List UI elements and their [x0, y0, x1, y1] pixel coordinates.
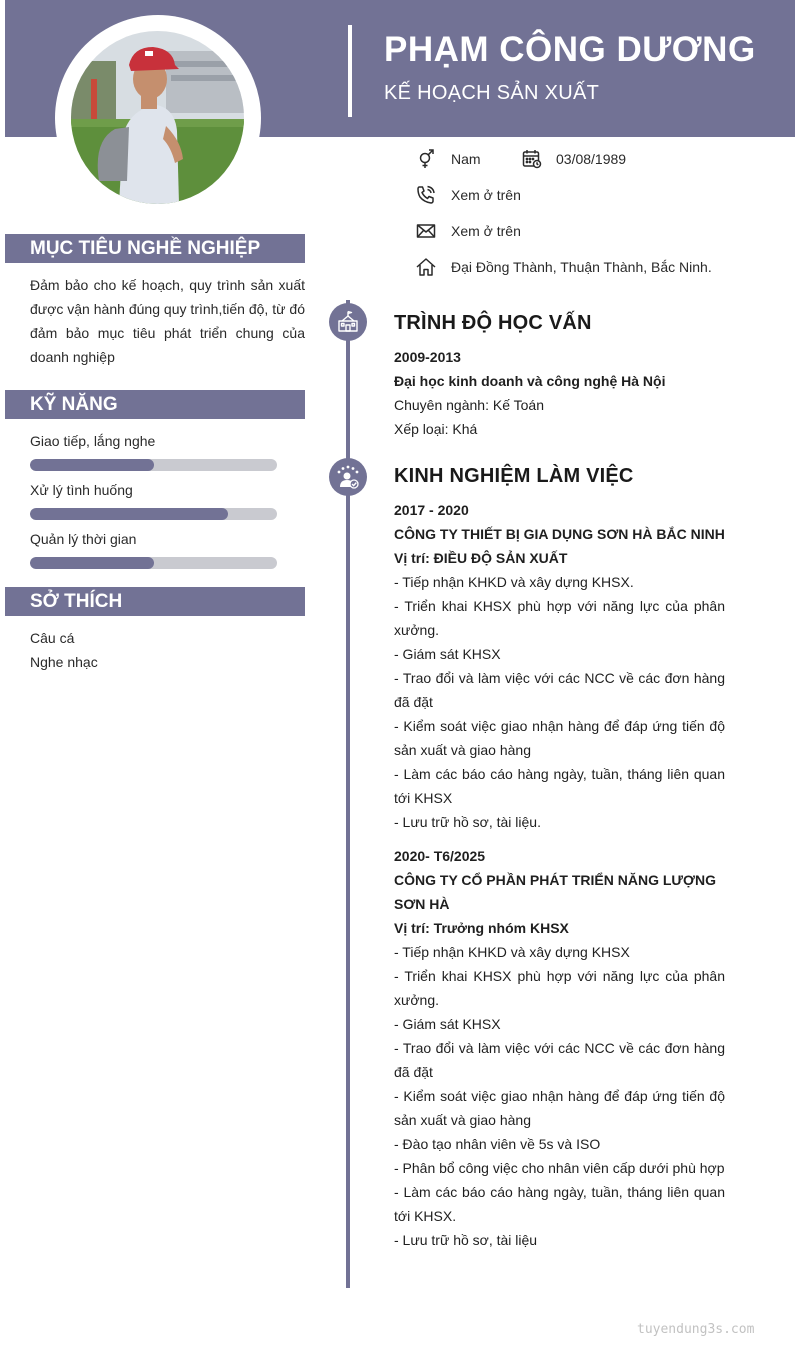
candidate-name: PHẠM CÔNG DƯƠNG — [384, 30, 756, 69]
job-period: 2017 - 2020 — [394, 502, 469, 518]
job-entry — [394, 498, 725, 834]
contact-email — [415, 220, 521, 242]
education-school: Đại học kinh doanh và công nghệ Hà Nội — [394, 373, 666, 389]
school-icon — [329, 303, 367, 341]
skill-name: Xử lý tình huống — [30, 482, 133, 498]
job-duty: - Tiếp nhận KHKD và xây dựng KHSX — [394, 944, 630, 960]
skill-item — [30, 432, 277, 471]
hobby-item: Câu cá — [30, 630, 75, 646]
job-company: CÔNG TY CỔ PHẦN PHÁT TRIỂN NĂNG LƯỢNG SƠN HÀ — [394, 872, 716, 912]
education-heading: TRÌNH ĐỘ HỌC VẤN — [394, 312, 592, 334]
experience-icon — [329, 458, 367, 496]
job-duty: - Kiểm soát việc giao nhận hàng để đáp ứng tiến độ sản xuất và giao hàng — [394, 718, 725, 758]
skill-bar-fill — [30, 557, 154, 569]
objective-heading: MỤC TIÊU NGHỀ NGHIỆP — [5, 234, 305, 263]
education-period: 2009-2013 — [394, 349, 461, 365]
gender-value: Nam — [451, 151, 481, 167]
phone-icon — [415, 184, 437, 206]
skill-item — [30, 481, 277, 520]
job-position: Vị trí: Trưởng nhóm KHSX — [394, 920, 569, 936]
job-duty: - Trao đổi và làm việc với các NCC về các đơn hàng đã đặt — [394, 670, 725, 710]
skill-name: Giao tiếp, lắng nghe — [30, 433, 156, 449]
job-entry — [394, 844, 725, 1252]
job-position: Vị trí: ĐIỀU ĐỘ SẢN XUẤT — [394, 550, 568, 566]
objective-text: Đảm bảo cho kế hoạch, quy trình sản xuất được vận hành đúng quy trình,tiến độ, từ đó đảm bảo mục tiêu phát triển chung của doanh nghiệp — [30, 277, 305, 365]
job-duty: - Làm các báo cáo hàng ngày, tuần, tháng liên quan tới KHSX. — [394, 1184, 725, 1224]
job-title: KẾ HOẠCH SẢN XUẤT — [384, 82, 600, 104]
skill-bar-track — [30, 508, 277, 520]
job-duty: - Triển khai KHSX phù hợp với năng lực của phân xưởng. — [394, 968, 725, 1008]
job-duty: - Phân bổ công việc cho nhân viên cấp dưới phù hợp — [394, 1160, 725, 1176]
job-duty: - Tiếp nhận KHKD và xây dựng KHSX. — [394, 574, 634, 590]
education-block — [394, 345, 725, 441]
job-duty: - Làm các báo cáo hàng ngày, tuần, tháng liên quan tới KHSX — [394, 766, 725, 806]
job-company: CÔNG TY THIẾT BỊ GIA DỤNG SƠN HÀ BẮC NINH — [394, 526, 725, 542]
job-duty: - Giám sát KHSX — [394, 646, 501, 662]
skills-heading: KỸ NĂNG — [5, 390, 305, 419]
watermark: tuyendung3s.com — [637, 1322, 755, 1337]
job-duty: - Đào tạo nhân viên về 5s và ISO — [394, 1136, 601, 1152]
job-duty: - Lưu trữ hồ sơ, tài liệu — [394, 1232, 538, 1248]
hobbies-heading: SỞ THÍCH — [5, 587, 305, 616]
job-duty: - Giám sát KHSX — [394, 1016, 501, 1032]
envelope-icon — [415, 220, 437, 242]
phone-value: Xem ở trên — [451, 187, 521, 203]
avatar — [71, 31, 244, 204]
job-duty: - Lưu trữ hồ sơ, tài liệu. — [394, 814, 541, 830]
skill-bar-fill — [30, 508, 228, 520]
education-major: Chuyên ngành: Kế Toán — [394, 397, 544, 413]
skill-item — [30, 530, 277, 569]
hobby-item: Nghe nhạc — [30, 654, 98, 670]
skill-bar-track — [30, 557, 277, 569]
job-period: 2020- T6/2025 — [394, 848, 486, 864]
job-duty: - Triển khai KHSX phù hợp với năng lực của phân xưởng. — [394, 598, 725, 638]
skill-bar-fill — [30, 459, 154, 471]
job-duty: - Kiểm soát việc giao nhận hàng để đáp ứng tiến độ sản xuất và giao hàng — [394, 1088, 725, 1128]
home-icon — [415, 256, 437, 278]
contact-phone — [415, 184, 521, 206]
education-rank: Xếp loại: Khá — [394, 421, 478, 437]
timeline-line — [346, 300, 350, 1288]
email-value: Xem ở trên — [451, 223, 521, 239]
contact-birthdate — [521, 148, 626, 170]
job-duty: - Trao đổi và làm việc với các NCC về các đơn hàng đã đặt — [394, 1040, 725, 1080]
contact-address — [415, 256, 712, 278]
skill-name: Quản lý thời gian — [30, 531, 137, 547]
skill-bar-track — [30, 459, 277, 471]
contact-gender — [415, 148, 481, 170]
address-value: Đại Đồng Thành, Thuận Thành, Bắc Ninh. — [451, 259, 712, 275]
birthdate-value: 03/08/1989 — [556, 151, 627, 167]
gender-icon — [415, 148, 437, 170]
calendar-icon — [521, 148, 543, 170]
header-divider — [348, 25, 352, 117]
experience-heading: KINH NGHIỆM LÀM VIỆC — [394, 465, 634, 487]
